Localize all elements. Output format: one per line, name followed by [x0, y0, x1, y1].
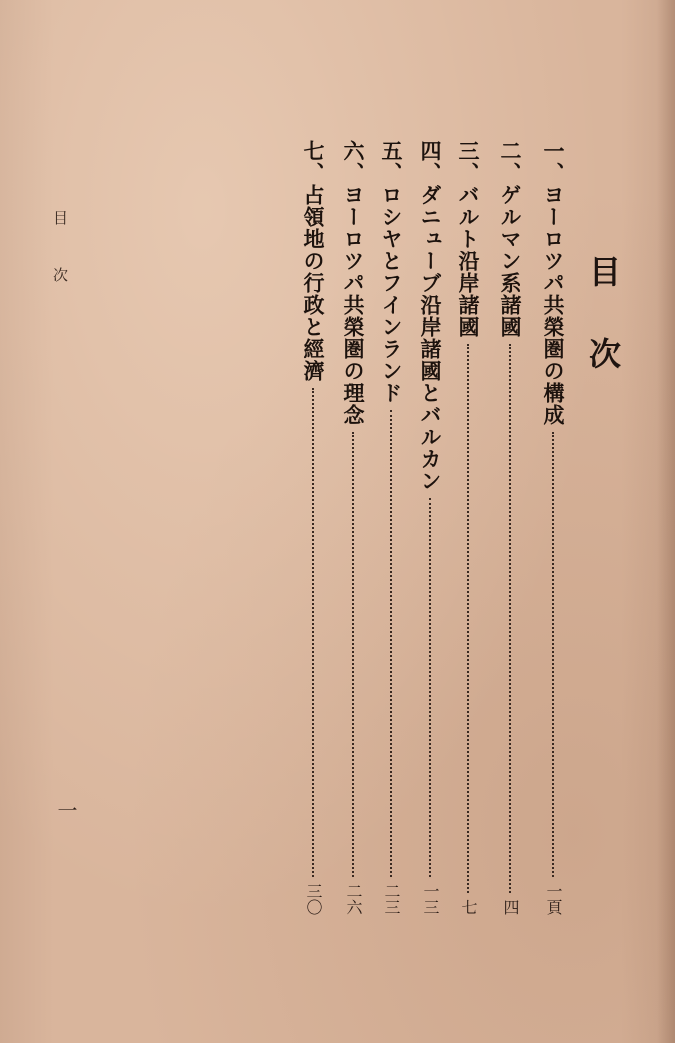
toc-entry-4: [417, 140, 443, 915]
page-number: 一: [54, 800, 78, 820]
toc-entry-title: 二、ゲルマン系諸國: [498, 140, 522, 338]
toc-entry-page: 一三: [421, 883, 440, 915]
page-edge-shadow: [657, 0, 675, 1043]
dot-leader: [552, 432, 554, 877]
dot-leader: [467, 344, 469, 893]
dot-leader: [390, 410, 392, 877]
toc-entry-page: 四: [501, 899, 520, 915]
toc-entry-title: 五、ロシヤとフインランド: [379, 140, 403, 404]
toc-entry-title: 四、ダニューブ沿岸諸國とバルカン: [418, 140, 442, 492]
running-head: 目次: [51, 210, 69, 324]
toc-entry-page: 七: [459, 899, 478, 915]
toc-entry-1: [540, 140, 566, 915]
toc-entry-page: 一頁: [544, 883, 563, 915]
toc-entry-3: [455, 140, 481, 915]
toc-entry-title: 三、バルト沿岸諸國: [456, 140, 480, 338]
toc-entry-title: 一、ヨーロツパ共榮圏の構成: [541, 140, 565, 426]
toc-title: 目次: [584, 255, 622, 419]
toc-entry-5: [378, 140, 404, 915]
dot-leader: [509, 344, 511, 893]
dot-leader: [312, 388, 314, 877]
toc-entry-7: [300, 140, 326, 915]
dot-leader: [352, 432, 354, 877]
toc-entry-6: [340, 140, 366, 915]
dot-leader: [429, 498, 431, 877]
toc-entry-title: 六、ヨーロツパ共榮圏の理念: [341, 140, 365, 426]
toc-entry-title: 七、占領地の行政と經濟: [301, 140, 325, 382]
toc-entry-page: 三〇: [304, 883, 323, 915]
toc-entry-2: [497, 140, 523, 915]
toc-entry-page: 二六: [344, 883, 363, 915]
toc-entry-page: 二三: [382, 883, 401, 915]
